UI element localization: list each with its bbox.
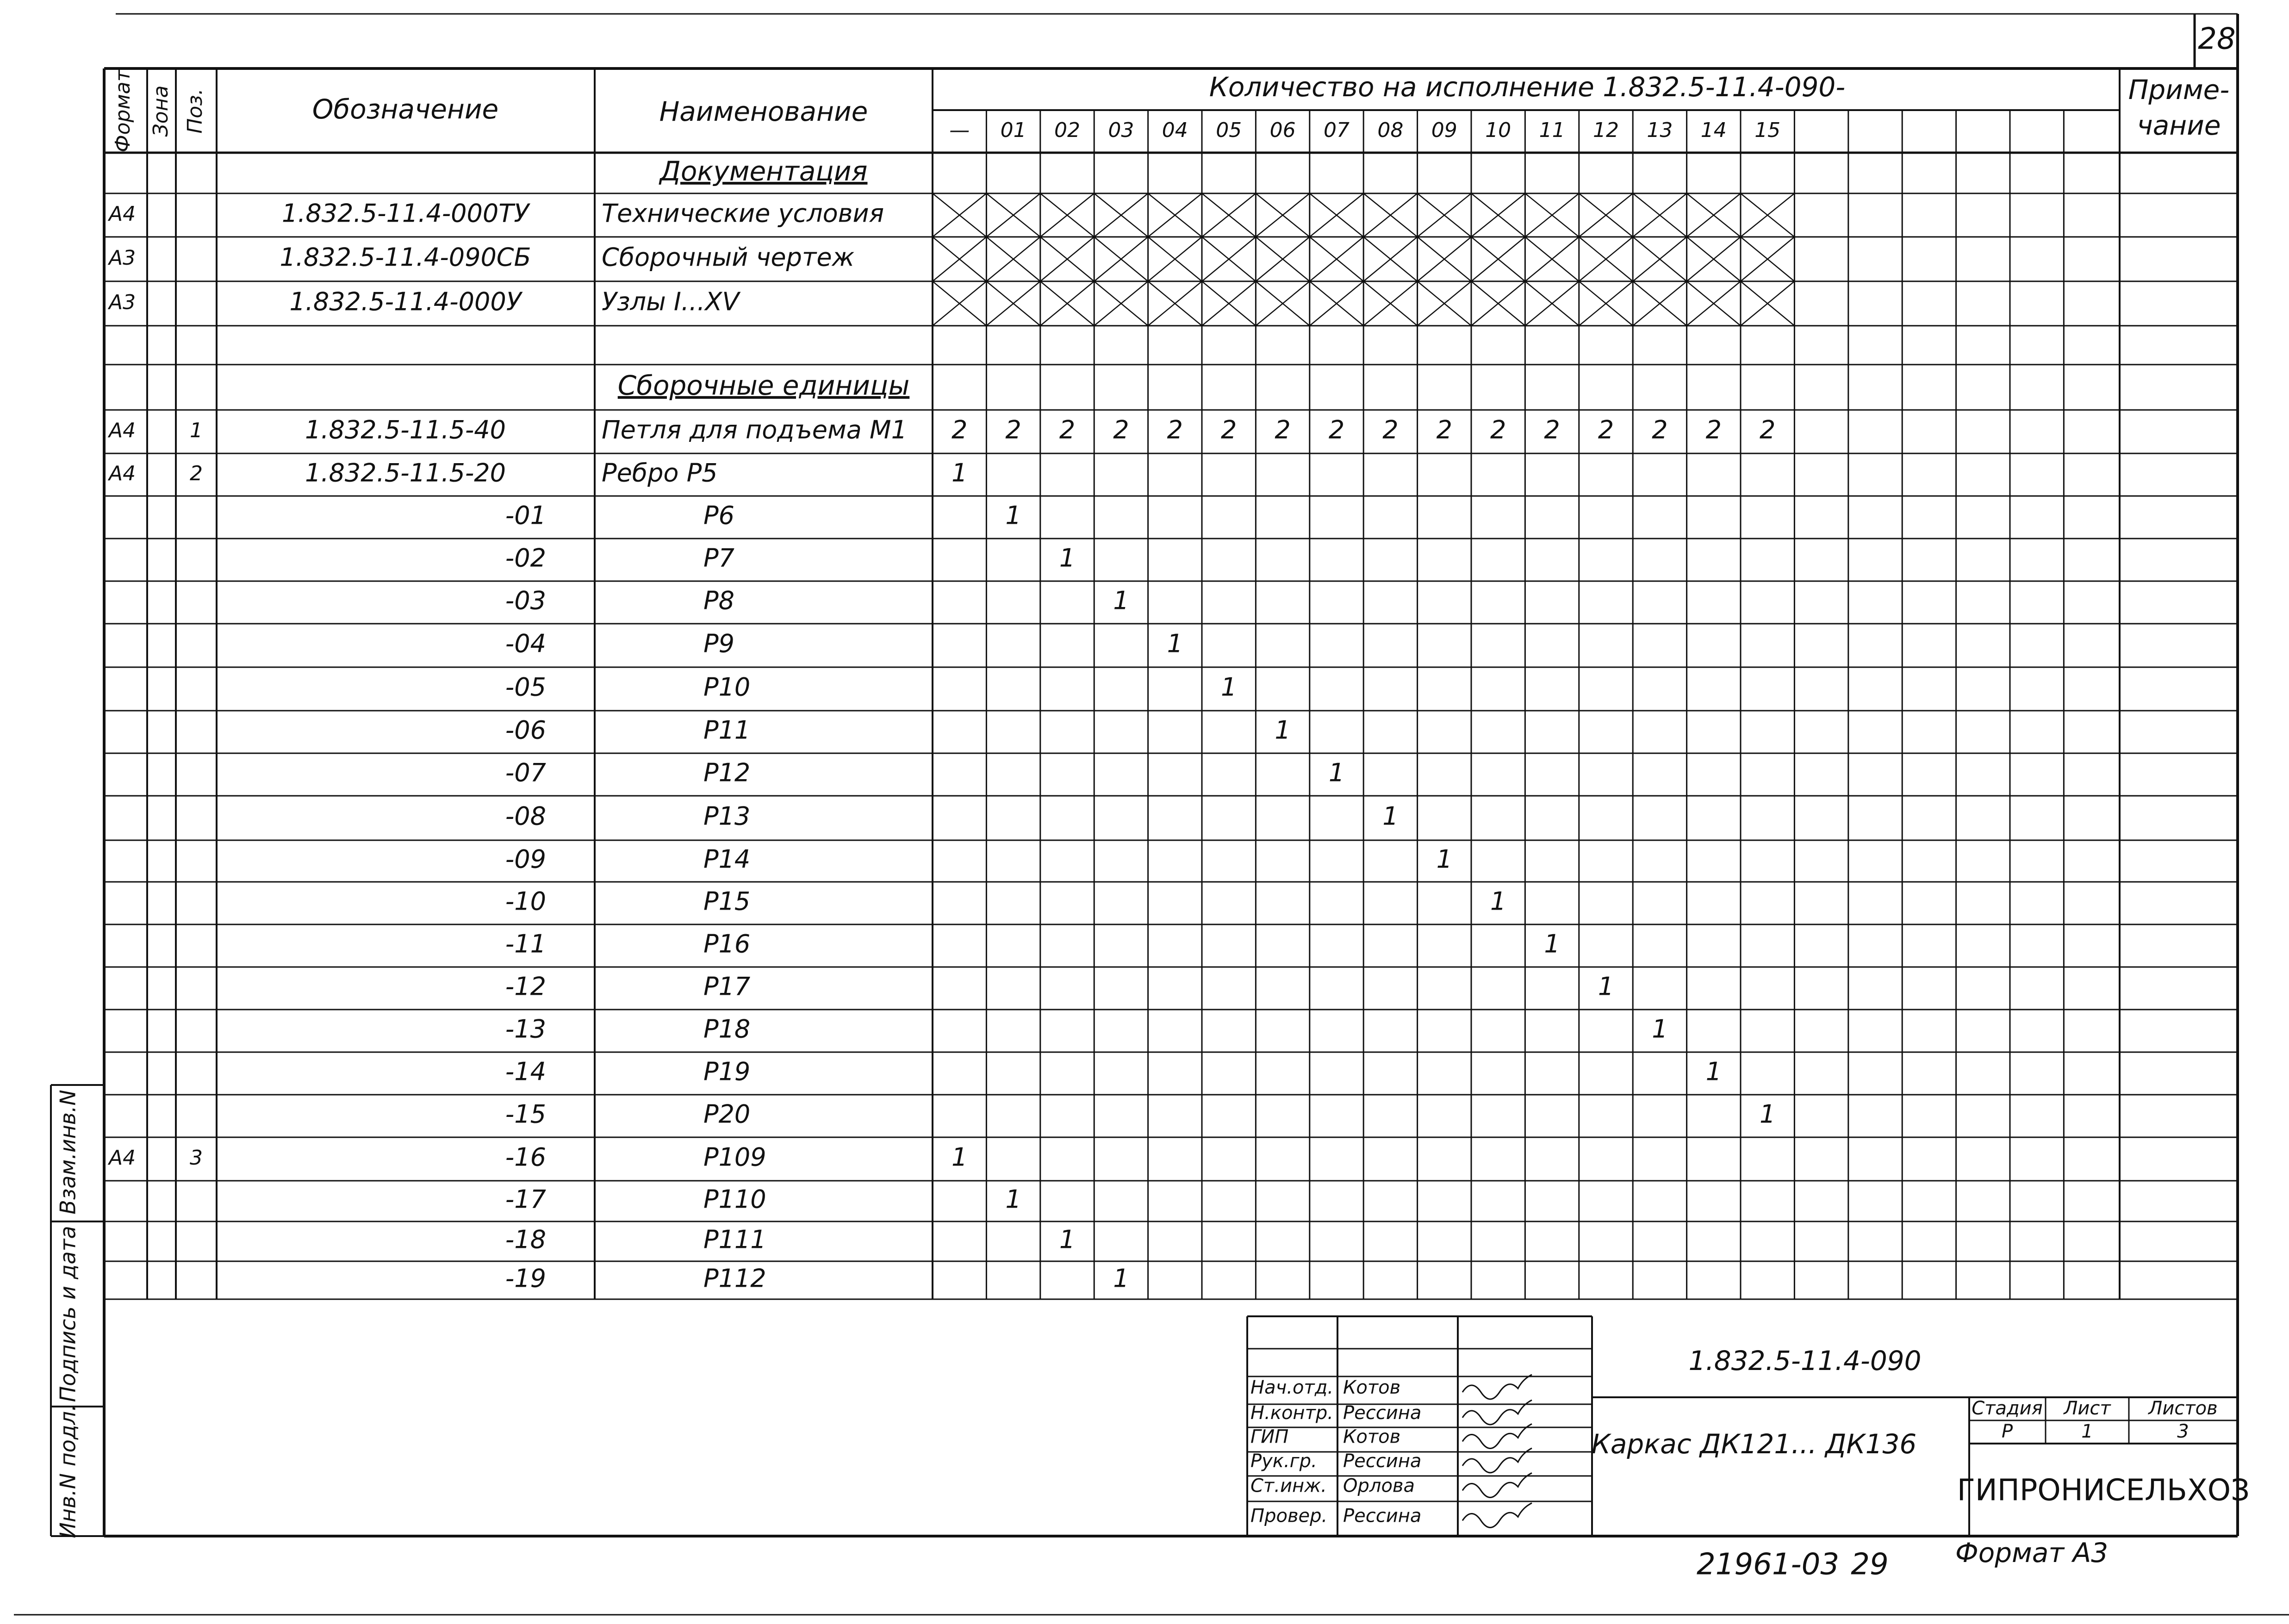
cell-designation: 1.832.5-11.4-000У <box>289 287 522 316</box>
side-label-signature: Подпись и дата <box>55 1226 81 1402</box>
format-label: Формат А3 <box>1955 1537 2109 1569</box>
cell-format: A3 <box>109 291 136 314</box>
archive-number: 21961-03 <box>1696 1547 1840 1582</box>
qty-value: 1 <box>1652 1014 1668 1044</box>
signature-role: Провер. <box>1250 1505 1328 1527</box>
cell-name: Р111 <box>703 1225 766 1254</box>
variant-column-header: 09 <box>1431 118 1457 142</box>
variant-column-header: 01 <box>1000 118 1026 142</box>
cell-name: Р10 <box>703 672 751 702</box>
organization-name: ГИПРОНИСЕЛЬХОЗ <box>1957 1473 2250 1508</box>
variant-column-header: 12 <box>1593 118 1619 142</box>
qty-value: 1 <box>1598 972 1614 1001</box>
sheet-label: Лист <box>2064 1398 2111 1419</box>
cell-name: Р110 <box>703 1184 766 1214</box>
cell-designation: -04 <box>505 629 546 658</box>
qty-value: 1 <box>1059 543 1076 573</box>
variant-column-header: 05 <box>1216 118 1242 142</box>
qty-value: 2 <box>1544 415 1560 445</box>
cell-pos: 2 <box>190 462 203 485</box>
qty-value: 2 <box>1059 415 1076 445</box>
qty-value: 2 <box>1760 415 1776 445</box>
cell-designation: 1.832.5-11.4-090СБ <box>280 242 531 272</box>
signature-role: Н.контр. <box>1250 1402 1333 1424</box>
qty-value: 2 <box>1275 415 1291 445</box>
cell-name: Р15 <box>703 886 751 916</box>
cell-name: Р109 <box>703 1142 766 1172</box>
signature-name: Котов <box>1343 1426 1401 1448</box>
qty-value: 1 <box>1544 929 1560 959</box>
cell-designation: 1.832.5-11.5-40 <box>305 415 506 445</box>
header-quantity: Количество на исполнение 1.832.5-11.4-090- <box>1209 71 1846 103</box>
handwritten-signature <box>1462 1503 1532 1528</box>
variant-column-header: 14 <box>1700 118 1727 142</box>
signature-role: Нач.отд. <box>1250 1377 1334 1398</box>
qty-value: 1 <box>1005 1184 1021 1214</box>
cell-name: Р6 <box>703 501 734 530</box>
side-label-inv: Инв.N подл. <box>55 1404 81 1538</box>
section-heading: Документация <box>659 155 868 187</box>
doc-code: 1.832.5-11.4-090 <box>1688 1345 1922 1377</box>
variant-column-header: 11 <box>1539 118 1565 142</box>
qty-value: 1 <box>1275 715 1291 745</box>
sheets-value: 3 <box>2177 1421 2189 1442</box>
sheets-label: Листов <box>2148 1398 2218 1419</box>
cell-name: Р13 <box>703 801 751 831</box>
cell-name: Петля для подъема М1 <box>602 415 907 445</box>
archive-page: 29 <box>1851 1547 1889 1582</box>
cell-designation: -16 <box>505 1142 546 1172</box>
product-name: Каркас ДК121... ДК136 <box>1591 1428 1917 1460</box>
handwritten-signature <box>1462 1375 1532 1399</box>
cell-designation: -15 <box>505 1099 546 1129</box>
cell-designation: -12 <box>505 972 546 1001</box>
cell-pos: 1 <box>190 419 203 442</box>
cell-designation: -06 <box>505 715 546 745</box>
qty-value: 1 <box>1328 758 1345 787</box>
qty-value: 2 <box>1382 415 1399 445</box>
variant-column-header: 08 <box>1377 118 1404 142</box>
variant-column-header: 04 <box>1162 118 1188 142</box>
qty-value: 1 <box>1113 1264 1129 1293</box>
qty-value: 2 <box>1221 415 1237 445</box>
cell-designation: -05 <box>505 672 546 702</box>
cell-format: A4 <box>109 462 136 485</box>
variant-column-header: 06 <box>1269 118 1296 142</box>
qty-value: 2 <box>1652 415 1668 445</box>
cell-pos: 3 <box>190 1146 203 1170</box>
signature-name: Рессина <box>1343 1450 1422 1472</box>
signature-role: Рук.гр. <box>1250 1450 1317 1472</box>
header-zone: Зона <box>149 85 173 137</box>
cell-name: Р14 <box>703 844 751 874</box>
cell-designation: -14 <box>505 1057 546 1086</box>
qty-value: 1 <box>1059 1225 1076 1254</box>
cell-designation: -03 <box>505 586 546 615</box>
qty-value: 1 <box>1705 1057 1722 1086</box>
qty-value: 2 <box>1598 415 1614 445</box>
cell-designation: -08 <box>505 801 546 831</box>
cell-name: Технические условия <box>602 198 884 228</box>
cell-format: A4 <box>109 419 136 442</box>
qty-value: 2 <box>1705 415 1722 445</box>
cell-name: Р16 <box>703 929 751 959</box>
qty-value: 1 <box>1490 886 1506 916</box>
signature-name: Рессина <box>1343 1402 1422 1424</box>
variant-column-header: 07 <box>1324 118 1350 142</box>
variant-column-header: 02 <box>1054 118 1080 142</box>
variant-column-header: 03 <box>1108 118 1134 142</box>
stage-label: Стадия <box>1972 1398 2043 1419</box>
side-label-replace: Взам.инв.N <box>55 1090 81 1215</box>
qty-value: 1 <box>1436 844 1452 874</box>
signature-role: Ст.инж. <box>1250 1475 1327 1497</box>
header-designation: Обозначение <box>312 93 499 125</box>
cell-name: Р12 <box>703 758 751 787</box>
cell-name: Р18 <box>703 1014 751 1044</box>
qty-value: 2 <box>1436 415 1452 445</box>
cell-name: Р7 <box>703 543 734 573</box>
section-heading: Сборочные единицы <box>617 370 910 402</box>
qty-value: 2 <box>1167 415 1183 445</box>
cell-designation: -11 <box>505 929 546 959</box>
stage-value: Р <box>2001 1421 2013 1442</box>
cell-name: Р19 <box>703 1057 751 1086</box>
sheet-value: 1 <box>2081 1421 2093 1442</box>
cell-format: A4 <box>109 202 136 226</box>
cell-designation: -18 <box>505 1225 546 1254</box>
cell-format: A4 <box>109 1146 136 1170</box>
qty-value: 1 <box>1221 672 1237 702</box>
variant-column-header: 15 <box>1754 118 1781 142</box>
cell-designation: -19 <box>505 1264 546 1293</box>
cell-designation: -17 <box>505 1184 546 1214</box>
cell-designation: 1.832.5-11.5-20 <box>305 458 506 488</box>
cell-designation: -01 <box>505 501 546 530</box>
cell-name: Узлы I...XV <box>602 287 740 316</box>
cell-designation: -10 <box>505 886 546 916</box>
header-name: Наименование <box>659 96 868 128</box>
qty-value: 1 <box>1167 629 1183 658</box>
signature-role: ГИП <box>1250 1426 1289 1448</box>
header-pos: Поз. <box>183 88 207 134</box>
cell-name: Р112 <box>703 1264 766 1293</box>
cell-designation: -13 <box>505 1014 546 1044</box>
cell-name: Р20 <box>703 1099 751 1129</box>
cell-name: Р8 <box>703 586 734 615</box>
signature-name: Рессина <box>1343 1505 1422 1527</box>
qty-value: 1 <box>1760 1099 1776 1129</box>
cell-designation: 1.832.5-11.4-000ТУ <box>281 198 529 228</box>
qty-value: 2 <box>952 415 968 445</box>
cell-designation: -02 <box>505 543 546 573</box>
header-note: Приме- <box>2128 74 2230 106</box>
cell-format: A3 <box>109 246 136 270</box>
signature-name: Орлова <box>1343 1475 1415 1497</box>
cell-name: Р9 <box>703 629 734 658</box>
header-note: чание <box>2137 110 2221 142</box>
qty-value: 1 <box>952 458 968 488</box>
signature-name: Котов <box>1343 1377 1401 1398</box>
qty-value: 1 <box>1113 586 1129 615</box>
cell-designation: -09 <box>505 844 546 874</box>
qty-value: 1 <box>1382 801 1399 831</box>
page-number: 28 <box>2198 22 2236 56</box>
cell-designation: -07 <box>505 758 546 787</box>
header-format: Формат <box>111 69 135 153</box>
qty-value: 1 <box>1005 501 1021 530</box>
qty-value: 2 <box>1490 415 1506 445</box>
cell-name: Р11 <box>703 715 751 745</box>
variant-column-header: 10 <box>1485 118 1511 142</box>
cell-name: Ребро Р5 <box>602 458 718 488</box>
qty-value: 2 <box>1113 415 1129 445</box>
qty-value: 1 <box>952 1142 968 1172</box>
qty-value: 2 <box>1005 415 1021 445</box>
cell-name: Р17 <box>703 972 751 1001</box>
variant-column-header: — <box>949 118 970 142</box>
cell-name: Сборочный чертеж <box>602 242 855 272</box>
qty-value: 2 <box>1328 415 1345 445</box>
variant-column-header: 13 <box>1647 118 1673 142</box>
